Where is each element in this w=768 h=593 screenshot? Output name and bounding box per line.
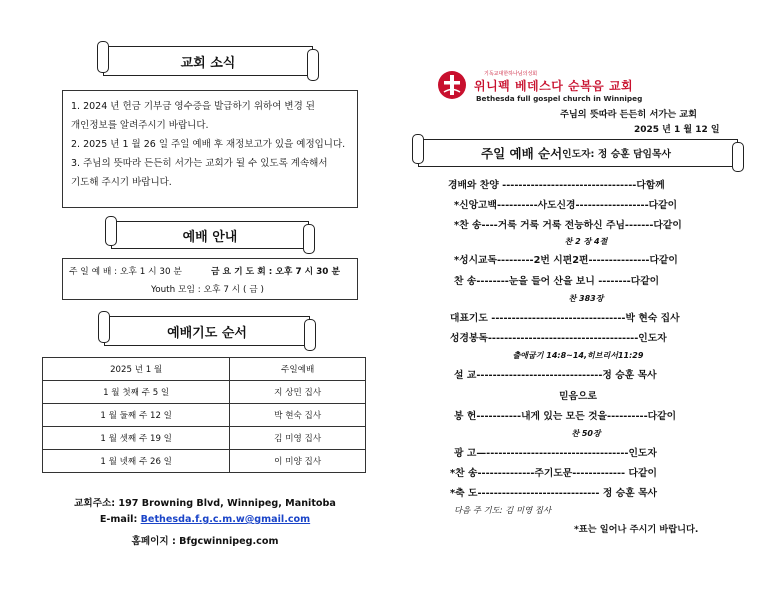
table-cell: 김 미영 집사 xyxy=(230,427,366,450)
sermon-title: 믿음으로 xyxy=(559,391,597,402)
order-leader: 인도자: 정 승훈 담임목사 xyxy=(562,149,671,160)
prayer-banner-title: 예배기도 순서 xyxy=(167,325,247,341)
table-row xyxy=(43,450,366,473)
news-line: 기도해 주시기 바랍니다. xyxy=(71,177,172,188)
table-row xyxy=(43,381,366,404)
standing-note: *표는 일어나 주시기 바랍니다. xyxy=(574,524,699,535)
homepage: 홈페이지 : Bfgcwinnipeg.com xyxy=(131,536,279,547)
news-line: 개인정보를 알려주시기 바랍니다. xyxy=(71,120,209,131)
order-title: 주일 예배 순서 xyxy=(481,146,563,161)
worship-info-box xyxy=(62,258,358,300)
order-item: 봉 헌-----------내게 있는 모든 것을----------다같이 xyxy=(454,411,677,422)
table-cell: 1 월 둘째 주 12 일 xyxy=(43,404,230,427)
order-item: 광 고—-----------------------------------인도자 xyxy=(454,448,657,459)
order-item: 설 교-------------------------------정 승훈 목사 xyxy=(454,370,657,381)
email-label: E-mail: xyxy=(99,514,141,525)
order-item: 대표기도 ---------------------------------박 현숙 집사 xyxy=(450,313,680,324)
scripture-note: 출애굽기 14:8~14,히브리서11:29 xyxy=(512,351,644,360)
order-banner xyxy=(418,139,738,167)
news-banner-title: 교회 소식 xyxy=(180,55,236,71)
table-row xyxy=(43,427,366,450)
date: 2025 년 1 월 12 일 xyxy=(634,125,720,135)
table-cell: 주일예배 xyxy=(230,358,366,381)
logo-korean: 위니펙 베데스다 순복음 교회 xyxy=(474,79,634,93)
hymn-note: 찬 50장 xyxy=(571,429,601,438)
table-cell: 박 현숙 집사 xyxy=(230,404,366,427)
worship-sunday: 주 일 예 배 : 오후 1 시 30 분 xyxy=(69,267,182,277)
table-cell: 1 월 넷째 주 26 일 xyxy=(43,450,230,473)
email-line xyxy=(40,514,370,525)
order-item: 경배와 찬양 ---------------------------------다함께 xyxy=(448,180,665,191)
order-item: 찬 송--------눈을 들어 산을 보니 --------다같이 xyxy=(454,276,660,287)
church-logo-icon xyxy=(437,70,467,100)
table-row xyxy=(43,404,366,427)
hymn-note: 찬 383장 xyxy=(568,294,604,303)
table-cell: 2025 년 1 월 xyxy=(43,358,230,381)
order-item: *축 도------------------------------ 정 승훈 목사 xyxy=(450,488,657,499)
news-line: 1. 2024 년 헌금 기부금 영수증을 발급하기 위하여 변경 된 xyxy=(71,101,315,112)
order-item: *찬 송--------------주기도문------------- 다같이 xyxy=(450,468,657,479)
hymn-note: 찬 2 장 4절 xyxy=(564,237,608,246)
table-cell: 지 상민 집사 xyxy=(230,381,366,404)
prayer-schedule-table xyxy=(42,357,366,473)
next-week-prayer: 다음 주 기도: 김 미영 집사 xyxy=(454,505,552,515)
logo-english: Bethesda full gospel church in Winnipeg xyxy=(476,94,643,103)
news-line: 2. 2025 년 1 월 26 일 주일 예배 후 재정보고가 있을 예정입니다. xyxy=(71,139,346,150)
email-link[interactable]: Bethesda.f.g.c.m.w@gmail.com xyxy=(140,514,311,525)
order-item: *찬 송----거룩 거룩 거룩 전능하신 주님-------다같이 xyxy=(454,220,682,231)
slogan: 주님의 뜻따라 든든히 서가는 교회 xyxy=(560,109,698,120)
prayer-banner xyxy=(104,316,310,346)
order-item: *성시교독---------2번 시편2편---------------다같이 xyxy=(454,255,678,266)
worship-youth: Youth 모임 : 오후 7 시 ( 금 ) xyxy=(151,285,264,295)
worship-friday: 금 요 기 도 회 : 오후 7 시 30 분 xyxy=(211,267,340,277)
order-item: 성경봉독-------------------------------------인도자 xyxy=(450,333,667,344)
order-item: *신앙고백----------사도신경------------------다같이 xyxy=(454,200,678,211)
news-banner xyxy=(103,46,313,76)
table-row xyxy=(43,358,366,381)
worship-banner-title: 예배 안내 xyxy=(182,229,238,245)
news-line: 3. 주님의 뜻따라 든든히 서가는 교회가 될 수 있도록 계속해서 xyxy=(71,158,328,169)
table-cell: 이 미양 집사 xyxy=(230,450,366,473)
church-address: 교회주소: 197 Browning Blvd, Winnipeg, Manitoba xyxy=(74,498,336,509)
table-cell: 1 월 첫째 주 5 일 xyxy=(43,381,230,404)
logo-small-text: 기독교대한하나님의성회 xyxy=(484,71,538,77)
worship-banner xyxy=(111,221,309,249)
news-box xyxy=(62,90,358,208)
table-cell: 1 월 셋째 주 19 일 xyxy=(43,427,230,450)
